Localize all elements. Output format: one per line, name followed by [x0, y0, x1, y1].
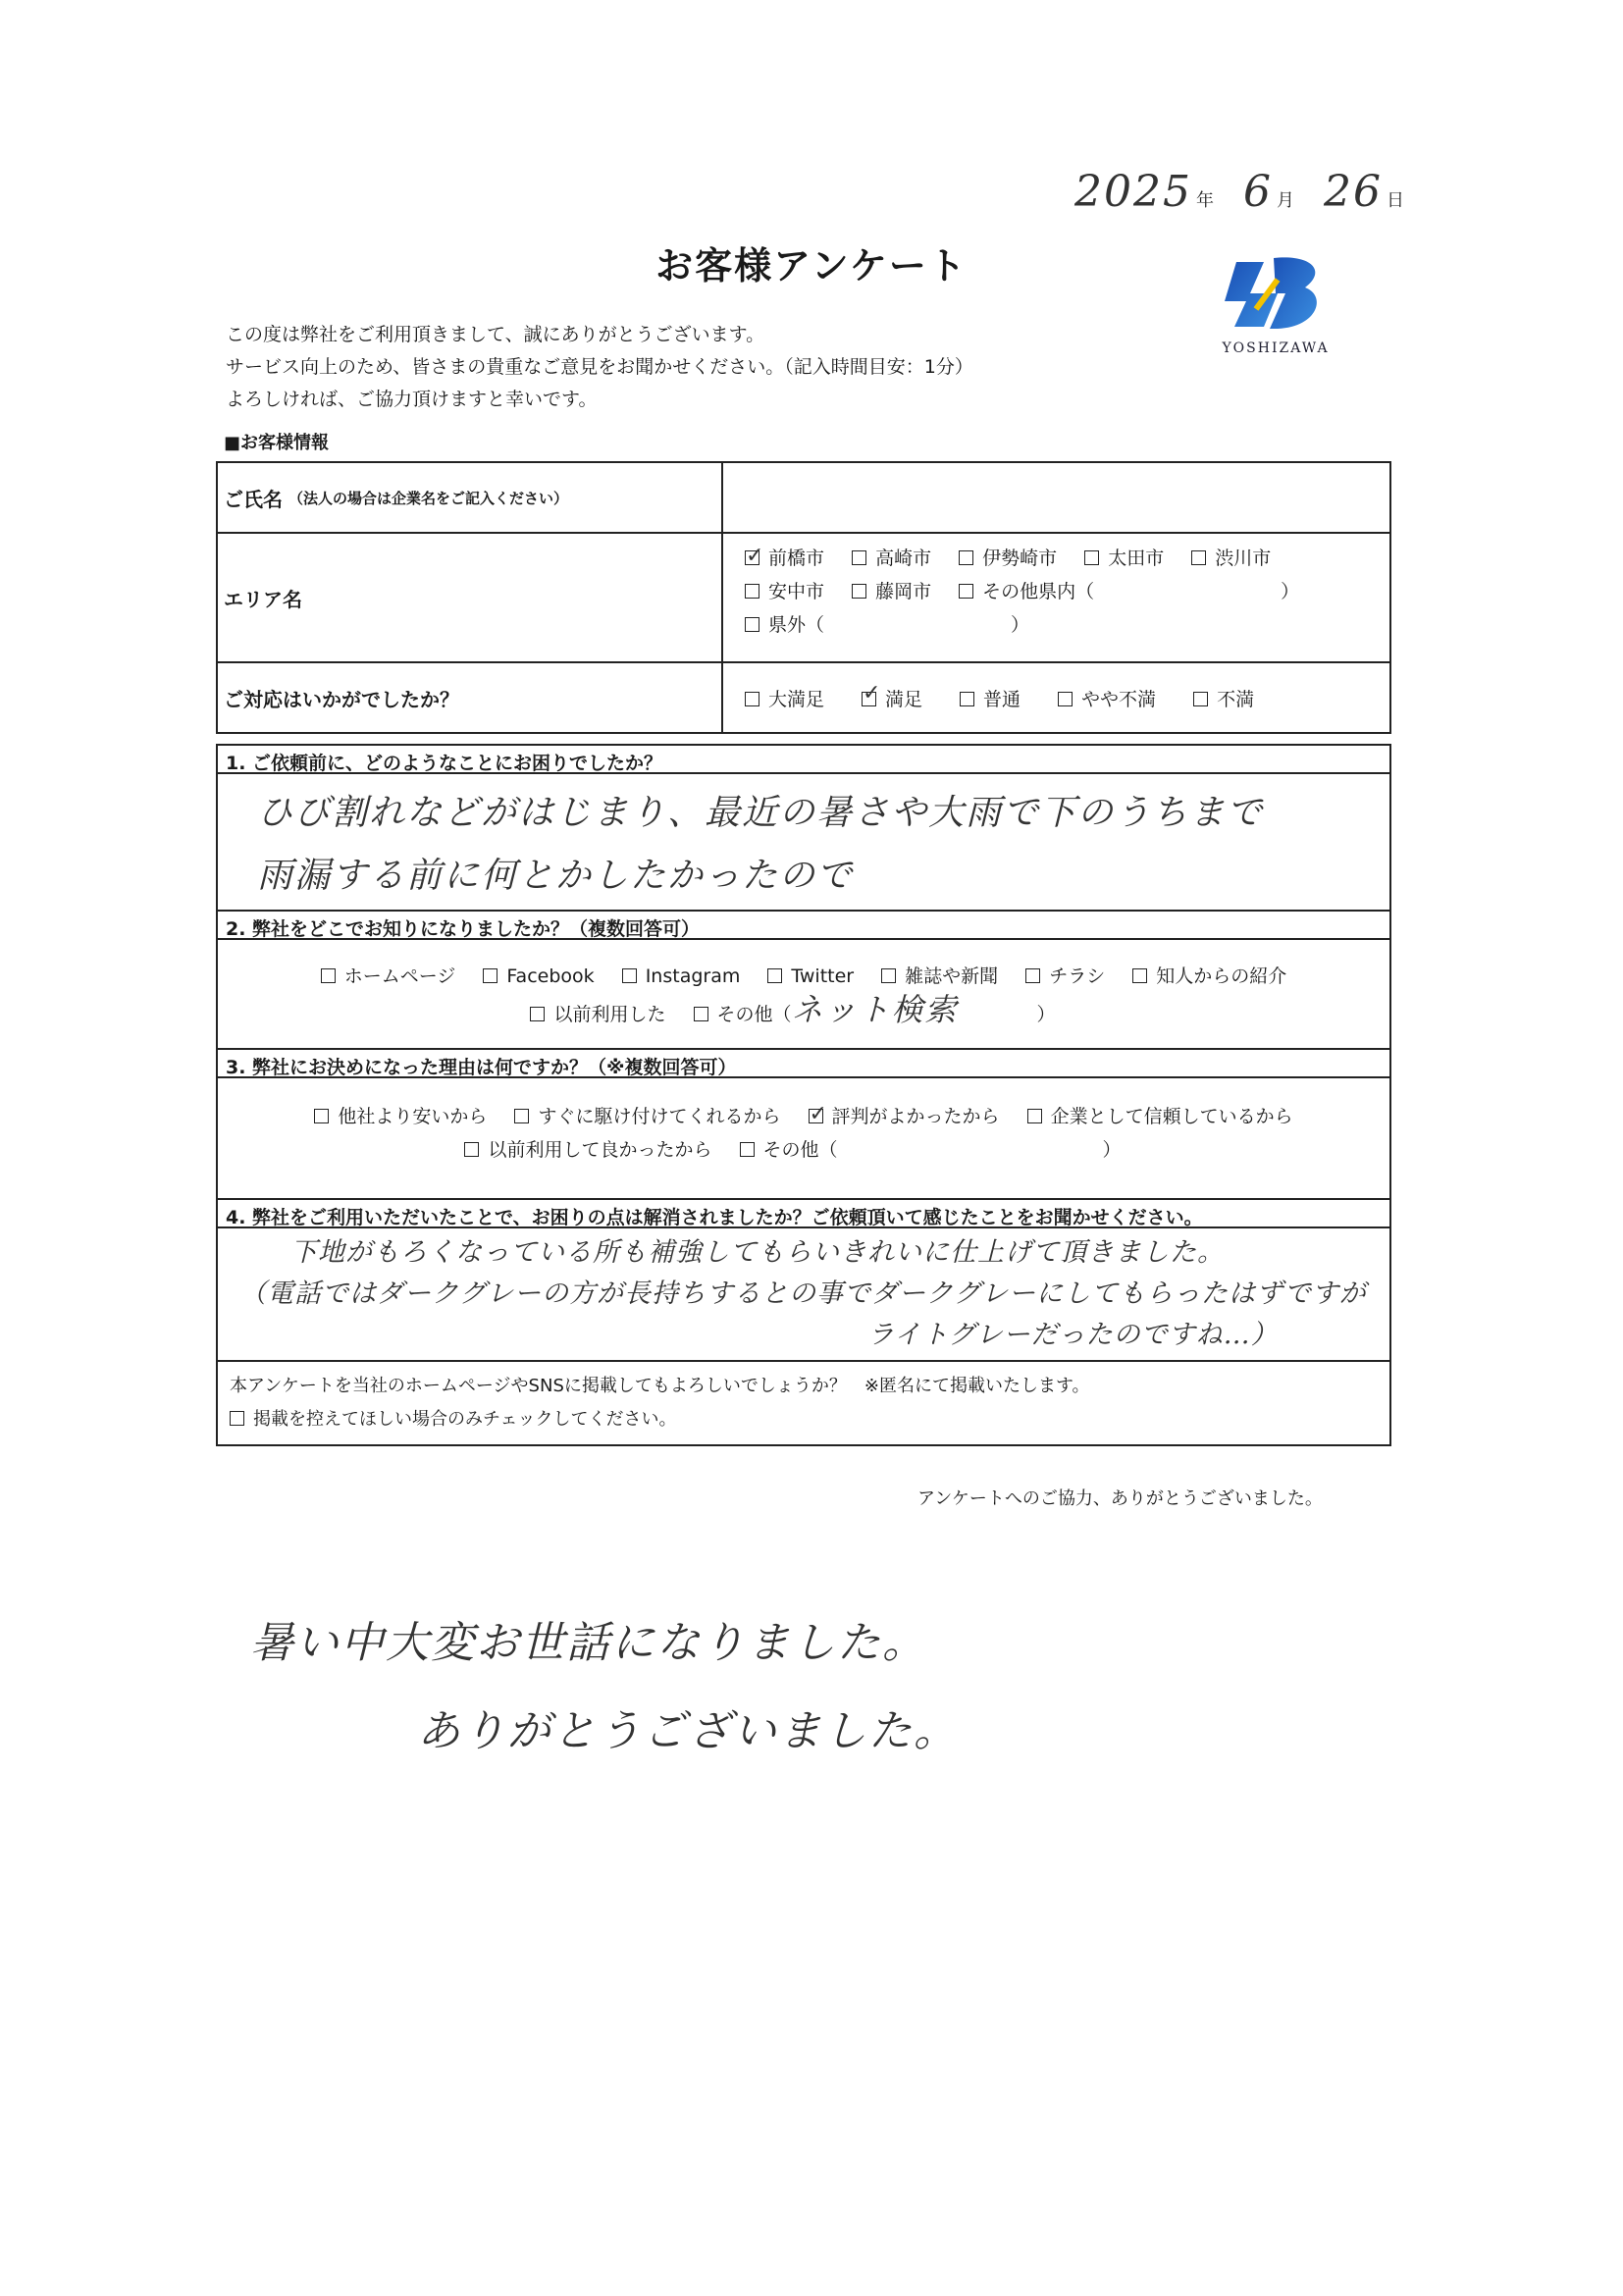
satisfaction-options	[723, 663, 1389, 732]
area-option-fujioka[interactable]: 藤岡市	[852, 575, 931, 608]
satisfaction-neutral[interactable]: 普通	[960, 685, 1021, 711]
question-4-answer[interactable]	[218, 1228, 1389, 1362]
checkbox-icon[interactable]	[1084, 550, 1099, 565]
checkbox-icon[interactable]	[1132, 968, 1147, 983]
source-homepage[interactable]: ホームページ	[321, 960, 456, 993]
satisfaction-satisfied[interactable]: ✓ 満足	[862, 685, 922, 711]
source-magazine[interactable]: 雑誌や新聞	[881, 960, 998, 993]
checkbox-icon[interactable]	[740, 1142, 755, 1157]
company-logo	[1217, 250, 1335, 358]
intro-line: サービス向上のため、皆さまの貴重なご意見をお聞かせください。（記入時間目安：1分）	[226, 356, 973, 378]
area-label: エリア名	[218, 534, 723, 661]
source-previous-use[interactable]: 以前利用した	[530, 998, 665, 1031]
area-row	[218, 534, 1389, 663]
area-option-ota[interactable]: 太田市	[1084, 542, 1164, 575]
checkbox-icon[interactable]	[230, 1411, 244, 1426]
area-option-maebashi[interactable]: ✓前橋市	[745, 542, 824, 575]
checkbox-icon[interactable]	[959, 550, 973, 565]
question-1-answer[interactable]	[218, 774, 1389, 912]
checkbox-icon[interactable]	[530, 1007, 545, 1021]
checkbox-icon[interactable]	[862, 692, 876, 706]
questions-table	[216, 744, 1391, 1446]
source-referral[interactable]: 知人からの紹介	[1132, 960, 1286, 993]
checkbox-icon[interactable]	[1058, 692, 1073, 706]
source-flyer[interactable]: チラシ	[1025, 960, 1105, 993]
area-options	[723, 534, 1389, 661]
question-3-label: 3. 弊社にお決めになった理由は何ですか？（※複数回答可）	[218, 1050, 1389, 1078]
thanks-message: アンケートへのご協力、ありがとうございました。	[917, 1488, 1323, 1509]
checkbox-icon[interactable]	[745, 617, 759, 632]
checkbox-icon[interactable]	[881, 968, 896, 983]
name-label: ご氏名 （法人の場合は企業名をご記入ください）	[218, 463, 723, 532]
date-year: 2025	[1074, 167, 1192, 217]
checkbox-icon[interactable]	[959, 584, 973, 599]
checkbox-icon[interactable]	[622, 968, 637, 983]
checkbox-icon[interactable]	[483, 968, 497, 983]
satisfaction-label: ご対応はいかがでしたか？	[218, 663, 723, 732]
customer-info-table	[216, 461, 1391, 734]
checkbox-icon[interactable]	[745, 550, 759, 565]
intro-line: この度は弊社をご利用頂きまして、誠にありがとうございます。	[226, 324, 765, 345]
page-title: お客様アンケート	[655, 244, 968, 287]
reason-reputation[interactable]: ✓ 評判がよかったから	[809, 1100, 1000, 1133]
answer-line: （電話ではダークグレーの方が長持ちするとの事でダークグレーにしてもらったはずですが	[239, 1278, 1367, 1309]
reason-quick-response[interactable]: すぐに駆け付けてくれるから	[514, 1100, 780, 1133]
logo-text: YOSHIZAWA	[1222, 340, 1330, 356]
date-month: 6	[1242, 167, 1273, 217]
area-option-annaka[interactable]: 安中市	[745, 575, 824, 608]
checkbox-icon[interactable]	[745, 692, 759, 706]
checkbox-icon[interactable]	[1191, 550, 1206, 565]
publication-opt-out[interactable]: 掲載を控えてほしい場合のみチェックしてください。	[230, 1403, 676, 1436]
logo-mark-icon	[1217, 250, 1335, 337]
checkbox-icon[interactable]	[314, 1109, 329, 1123]
date-day: 26	[1323, 167, 1383, 217]
checkbox-icon[interactable]	[745, 584, 759, 599]
survey-date	[1074, 167, 1418, 217]
checkbox-icon[interactable]	[852, 584, 866, 599]
area-option-shibukawa[interactable]: 渋川市	[1191, 542, 1271, 575]
checkbox-icon[interactable]	[852, 550, 866, 565]
area-option-isesaki[interactable]: 伊勢崎市	[959, 542, 1057, 575]
name-field[interactable]	[723, 463, 1389, 532]
checkbox-icon[interactable]	[767, 968, 782, 983]
date-month-unit: 月	[1276, 190, 1294, 211]
publication-consent	[218, 1362, 1389, 1444]
satisfaction-very-satisfied[interactable]: 大満足	[745, 685, 824, 711]
checkbox-icon[interactable]	[809, 1109, 823, 1123]
intro-text	[226, 319, 973, 416]
answer-line: ひび割れなどがはじまり、最近の暑さや大雨で下のうちまで	[257, 793, 1265, 833]
checkbox-icon[interactable]	[1193, 692, 1208, 706]
customer-info-heading: ■お客様情報	[224, 433, 330, 453]
source-instagram[interactable]: Instagram	[622, 960, 741, 993]
date-day-unit: 日	[1386, 190, 1404, 211]
checkbox-icon[interactable]	[694, 1007, 708, 1021]
answer-line: 雨漏する前に何とかしたかったので	[257, 856, 855, 896]
checkbox-icon[interactable]	[514, 1109, 529, 1123]
source-facebook[interactable]: Facebook	[483, 960, 594, 993]
source-other-text: ネット検索	[791, 991, 959, 1028]
satisfaction-somewhat-dissatisfied[interactable]: やや不満	[1058, 685, 1156, 711]
intro-line: よろしければ、ご協力頂けますと幸いです。	[226, 389, 598, 410]
publication-question: 本アンケートを当社のホームページやSNSに掲載してもよろしいでしょうか？ ※匿名にて掲載いたします。	[230, 1376, 1090, 1396]
reason-cheaper[interactable]: 他社より安いから	[314, 1100, 487, 1133]
checkbox-icon[interactable]	[321, 968, 336, 983]
reason-trust[interactable]: 企業として信頼しているから	[1027, 1100, 1293, 1133]
question-1-label: 1. ご依頼前に、どのようなことにお困りでしたか？	[218, 746, 1389, 774]
question-4-label: 4. 弊社をご利用いただいたことで、お困りの点は解消されましたか？ご依頼頂いて感じたことをお聞かせください。	[218, 1200, 1389, 1228]
answer-line: ライトグレーだったのですね…）	[867, 1320, 1279, 1350]
source-twitter[interactable]: Twitter	[767, 960, 854, 993]
answer-line: 下地がもろくなっている所も補強してもらいきれいに仕上げて頂きました。	[290, 1237, 1225, 1268]
area-option-takasaki[interactable]: 高崎市	[852, 542, 931, 575]
checkbox-icon[interactable]	[464, 1142, 479, 1157]
checkbox-icon[interactable]	[960, 692, 974, 706]
reason-other[interactable]: その他（ ）	[740, 1133, 1122, 1167]
checkbox-icon[interactable]	[1025, 968, 1040, 983]
reason-previous-use[interactable]: 以前利用して良かったから	[464, 1133, 711, 1167]
checkbox-icon[interactable]	[1027, 1109, 1042, 1123]
source-other[interactable]: その他（ネット検索 ）	[694, 993, 1056, 1031]
satisfaction-row	[218, 663, 1389, 732]
comment-line: ありがとうございました。	[417, 1706, 959, 1756]
comment-line: 暑い中大変お世話になりました。	[250, 1618, 927, 1668]
satisfaction-dissatisfied[interactable]: 不満	[1193, 685, 1254, 711]
area-option-other-prefecture[interactable]: その他県内（ ）	[959, 575, 1299, 608]
question-2-options	[218, 940, 1389, 1050]
free-comment	[250, 1599, 959, 1776]
area-option-outside-prefecture[interactable]: 県外（ ）	[745, 608, 1029, 642]
date-year-unit: 年	[1195, 190, 1214, 211]
question-3-options	[218, 1078, 1389, 1200]
question-2-label: 2. 弊社をどこでお知りになりましたか？（複数回答可）	[218, 912, 1389, 940]
name-row	[218, 463, 1389, 534]
